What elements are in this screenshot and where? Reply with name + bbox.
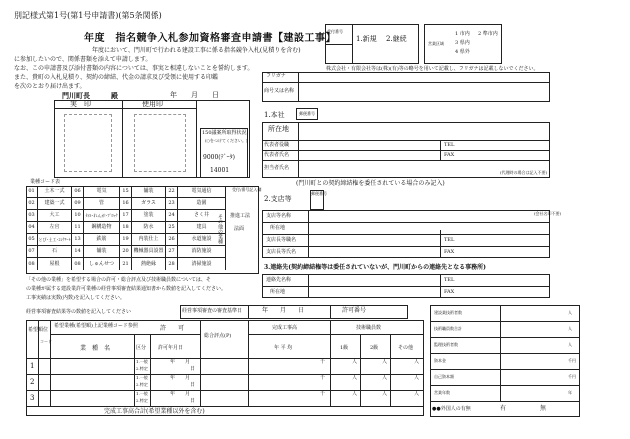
unit-person: 人 — [352, 359, 358, 365]
code-number: 20 — [120, 246, 132, 258]
code-industry: 電気通信 — [178, 186, 226, 198]
code-number: 05 — [26, 234, 38, 246]
summary-label: 営業年数 — [434, 390, 450, 395]
branch-tel-label: TEL — [444, 237, 455, 243]
class-special-option[interactable]: 2.特定 — [136, 366, 148, 371]
permit-date[interactable]: 年 月 — [170, 391, 191, 397]
code-industry: 屋根 — [38, 258, 72, 270]
code-industry: 舗装 — [84, 246, 120, 258]
permit-day: 日 — [190, 398, 196, 404]
code-industry: 土木一式 — [38, 186, 72, 198]
exam-date-label: 経営事項審査の審査基準日 — [182, 308, 243, 314]
code-number: 08 — [72, 258, 84, 270]
notice-text: の業種が属する建設業許可業種の経営事項審査結果通知書から数値を記入してください。 — [26, 286, 227, 292]
branch-address-label: 所在地 — [270, 225, 286, 231]
region-option[interactable]: 1 市内 — [455, 31, 470, 37]
exam-date-value[interactable]: 年 月 日 — [262, 307, 305, 314]
trade-name-label: 商号又は名称 — [264, 88, 295, 94]
iso-14001[interactable]: 14001 — [210, 167, 230, 174]
col-permit-year: 許可年月日 — [158, 345, 184, 351]
tel-label: TEL — [444, 142, 455, 148]
code-number: 08 — [26, 258, 38, 270]
new-option[interactable]: 1.新規 — [356, 35, 377, 43]
iso-9000[interactable]: 9000(ﾃﾞｰﾀ) — [203, 154, 235, 161]
code-industry: 石 — [38, 246, 72, 258]
code-industry: 大工 — [38, 210, 72, 222]
code-number: 21 — [120, 258, 132, 270]
code-number: 16 — [120, 198, 132, 210]
code-number: 28 — [166, 258, 178, 270]
class-special-option[interactable]: 2.特定 — [136, 382, 148, 387]
code-number: 15 — [120, 186, 132, 198]
col-code: コード — [40, 339, 52, 344]
unit-thousand: 千 — [320, 375, 326, 381]
col-score: 総合評点(P) — [204, 333, 232, 339]
summary-label: 自己資本額 — [434, 374, 454, 379]
addressee: 門川町長 殿 — [62, 91, 118, 100]
corp-note: 株式会社・有限会社等は(株)(有)等の略号を用いて記載し、フリガナは記載しないでください。 — [326, 66, 539, 72]
code-industry: 建築一式 — [38, 198, 72, 210]
iso-note: (○をつけてください。) — [205, 138, 248, 143]
address-label: 所在地 — [268, 125, 289, 133]
code-industry: 塗装 — [132, 210, 166, 222]
contact-fax-label: FAX — [444, 289, 455, 295]
unit-person: 人 — [382, 391, 388, 397]
notice-text: 工事実績は実数(内数)を記入してください。 — [26, 295, 125, 301]
foreign-yes[interactable]: 有 — [500, 405, 507, 412]
branch-title: 2.支店等 — [264, 195, 292, 203]
branch-postal-label: 郵便番号 — [311, 191, 327, 196]
receipt-label: 受付番号 — [327, 29, 343, 34]
contact-name-label: 連絡先名称 — [266, 277, 292, 283]
permit-date[interactable]: 年 月 — [170, 375, 191, 381]
foreign-label: ●●外国人の有無 — [432, 406, 471, 412]
unit-thousand: 千 — [320, 359, 326, 365]
contact-title: 3.連絡先(契約締結権等は委任されていないが、門川町からの連絡先となる事務所) — [264, 264, 486, 271]
col-staff2: 2級 — [370, 345, 379, 351]
col-permit: 許 可 — [160, 325, 185, 332]
branch-note: (門川町との契約締結権を委任されている場合のみ記入) — [296, 180, 445, 187]
code-industry: 鉄筋 — [84, 234, 120, 246]
col-avg: 年 平 均 — [274, 345, 293, 351]
branch-seal-note: (会社名印不要) — [534, 211, 562, 216]
code-industry: ﾀｲﾙ･れんが･ﾌﾞﾛｯｸ — [84, 210, 120, 222]
codes-extra-item: 法面 — [234, 226, 245, 232]
code-number: 14 — [72, 246, 84, 258]
region-label: 営業区域 — [428, 41, 444, 46]
code-number: 26 — [166, 234, 178, 246]
foreign-no[interactable]: 無 — [540, 405, 547, 412]
permit-date[interactable]: 年 月 — [170, 359, 191, 365]
code-industry: 鋼構造物 — [84, 222, 120, 234]
iso-title: 150議案所取得状況 — [202, 130, 247, 136]
code-number: 10 — [72, 210, 84, 222]
code-industry: 造園 — [178, 198, 226, 210]
summary-label: 資本金 — [434, 358, 446, 363]
code-industry: 管 — [84, 198, 120, 210]
codes-title: 業種コード表 — [30, 179, 61, 185]
codes-other-label: その他の業種 — [217, 214, 223, 244]
region-option[interactable]: 4 県外 — [455, 49, 470, 55]
code-number: 17 — [120, 210, 132, 222]
intro-text: に参加したいので、関係書類を添えて申請します。 — [14, 56, 152, 63]
registered-seal-label: 実 印 — [70, 100, 91, 108]
rep-name-label: 代表者氏名 — [264, 152, 290, 158]
code-number: 23 — [166, 198, 178, 210]
col-industry-title: 希望業種(希望順)上記業種コード参照 — [54, 323, 138, 329]
row-rank: 2 — [30, 378, 35, 386]
code-number: 22 — [166, 186, 178, 198]
code-number: 19 — [120, 234, 132, 246]
code-industry: 消防施設 — [178, 246, 226, 258]
use-seal-label: 使用印 — [142, 100, 163, 108]
row-rank: 1 — [30, 362, 35, 370]
code-industry: 清掃施設 — [178, 258, 226, 270]
code-industry: 電気 — [84, 186, 120, 198]
code-industry: ガラス — [132, 198, 166, 210]
code-number: 11 — [72, 222, 84, 234]
code-number: 27 — [166, 246, 178, 258]
code-number: 09 — [72, 198, 84, 210]
unit-person: 人 — [382, 359, 388, 365]
code-industry: 熱絶縁 — [132, 258, 166, 270]
summary-unit: 年 — [568, 390, 572, 395]
contact-tel-label: TEL — [444, 277, 455, 283]
branch-name-label: 支店等名称 — [266, 213, 292, 219]
registered-seal-area[interactable] — [64, 114, 112, 172]
summary-unit: 人 — [568, 342, 572, 347]
exam-note: 経営事項審査結果等の数値を記入してください — [26, 309, 132, 315]
seal-note: (代理時の場合は記入不要) — [500, 170, 548, 175]
permit-day: 日 — [190, 382, 196, 388]
col-record: 完成工事高 — [272, 325, 298, 331]
code-industry: 舗装 — [132, 186, 166, 198]
code-number: 18 — [120, 222, 132, 234]
class-general-option[interactable]: 1.一般 — [136, 375, 148, 380]
permit-day: 日 — [190, 366, 196, 372]
use-seal-area[interactable] — [134, 114, 186, 172]
region-option[interactable]: 3 県内 — [455, 40, 470, 46]
summary-label: 建設業技術者数 — [434, 310, 462, 315]
summary-label: 技術職員数合計 — [434, 326, 462, 331]
row-rank: 3 — [30, 394, 35, 402]
summary-unit: 千円 — [568, 358, 576, 363]
code-number: 13 — [72, 234, 84, 246]
col-rank: 希望順位 — [28, 327, 49, 333]
summary-label: 監理技術者数 — [434, 342, 458, 347]
unit-person: 人 — [352, 375, 358, 381]
furigana-label: フリガナ — [266, 73, 286, 79]
permit-no-label: 許可番号 — [342, 307, 367, 314]
codes-extra-header: 受付/番号記入欄 — [232, 187, 262, 192]
class-general-option[interactable]: 1.一般 — [136, 391, 148, 396]
code-number: 24 — [166, 210, 178, 222]
head-office-label: 1.本社 — [264, 111, 285, 119]
code-number: 02 — [26, 198, 38, 210]
class-special-option[interactable]: 2.特定 — [136, 398, 148, 403]
code-number: 04 — [26, 222, 38, 234]
contact-address-label: 所在地 — [270, 289, 286, 295]
total-label: 完成工事高合計(希望業種以外を含む) — [104, 408, 205, 415]
summary-unit: 人 — [568, 310, 572, 315]
code-industry: 内装仕上 — [132, 234, 166, 246]
trade-name-box — [262, 72, 550, 102]
code-industry: 防水 — [132, 222, 166, 234]
branch-rep-title-label: 支店長等職名 — [266, 237, 297, 243]
unit-person: 人 — [414, 359, 420, 365]
intro-text: を次のとおり届け出ます。 — [14, 83, 86, 90]
col-staff3: その他 — [398, 345, 414, 351]
region-option[interactable]: 2 準市内 — [478, 31, 498, 37]
postal-label: 郵便番号 — [299, 111, 315, 116]
unit-person: 人 — [382, 375, 388, 381]
unit-person: 人 — [352, 391, 358, 397]
date-label: 年 月 日 — [170, 91, 219, 99]
intro-text: なお、この申請書及び添付書類の内容については、事実と相違しないことを誓約します。 — [14, 65, 254, 72]
code-industry: 左官 — [38, 222, 72, 234]
col-industry: 業 種 名 — [80, 345, 111, 352]
continue-option[interactable]: 2.継続 — [386, 35, 407, 43]
branch-rep-name-label: 支店長等氏名 — [266, 249, 297, 255]
col-staff1: 1級 — [340, 345, 349, 351]
code-number: 03 — [26, 210, 38, 222]
code-industry: さく井 — [178, 210, 226, 222]
summary-unit: 人 — [568, 326, 572, 331]
code-industry: とび･土工･ｺﾝｸﾘｰﾄ — [38, 234, 72, 246]
summary-unit: 千円 — [568, 374, 576, 379]
intro-text: 年度において、門川町で行われる建設工事に係る指名競争入札(見積りを含む) — [92, 47, 301, 54]
code-number: 07 — [26, 246, 38, 258]
class-general-option[interactable]: 1.一般 — [136, 359, 148, 364]
code-industry: しゅんせつ — [84, 258, 120, 270]
unit-person: 人 — [414, 391, 420, 397]
page-title: 年度 指名競争入札参加資格審査申請書【建設工事】 — [84, 33, 336, 44]
person-label: 担当者氏名 — [264, 165, 290, 171]
notice-text: 「その他の業種」を希望する場合の許可・総合評点及び技術職員数については、そ — [26, 277, 211, 283]
code-number: 06 — [72, 186, 84, 198]
code-number: 25 — [166, 222, 178, 234]
fax-label: FAX — [444, 152, 455, 158]
codes-extra-item: 推進工法 — [230, 213, 251, 219]
branch-fax-label: FAX — [444, 249, 455, 255]
unit-thousand: 千 — [320, 391, 326, 397]
intro-text: また、貴町の入札見積り、契約の締結、代金の請求及び受領に使用する印鑑 — [14, 74, 219, 81]
rep-title-label: 代表者役職 — [264, 142, 290, 148]
code-industry: 建具 — [178, 222, 226, 234]
form-number: 別記様式第1号(第1号申請書)(第5条関係) — [14, 11, 162, 20]
col-staff: 技術職員数 — [356, 325, 382, 331]
col-class: 区分 — [136, 345, 147, 351]
unit-person: 人 — [414, 375, 420, 381]
code-number: 01 — [26, 186, 38, 198]
code-industry: 水道施設 — [178, 234, 226, 246]
code-industry: 機械器具設置 — [132, 246, 166, 258]
